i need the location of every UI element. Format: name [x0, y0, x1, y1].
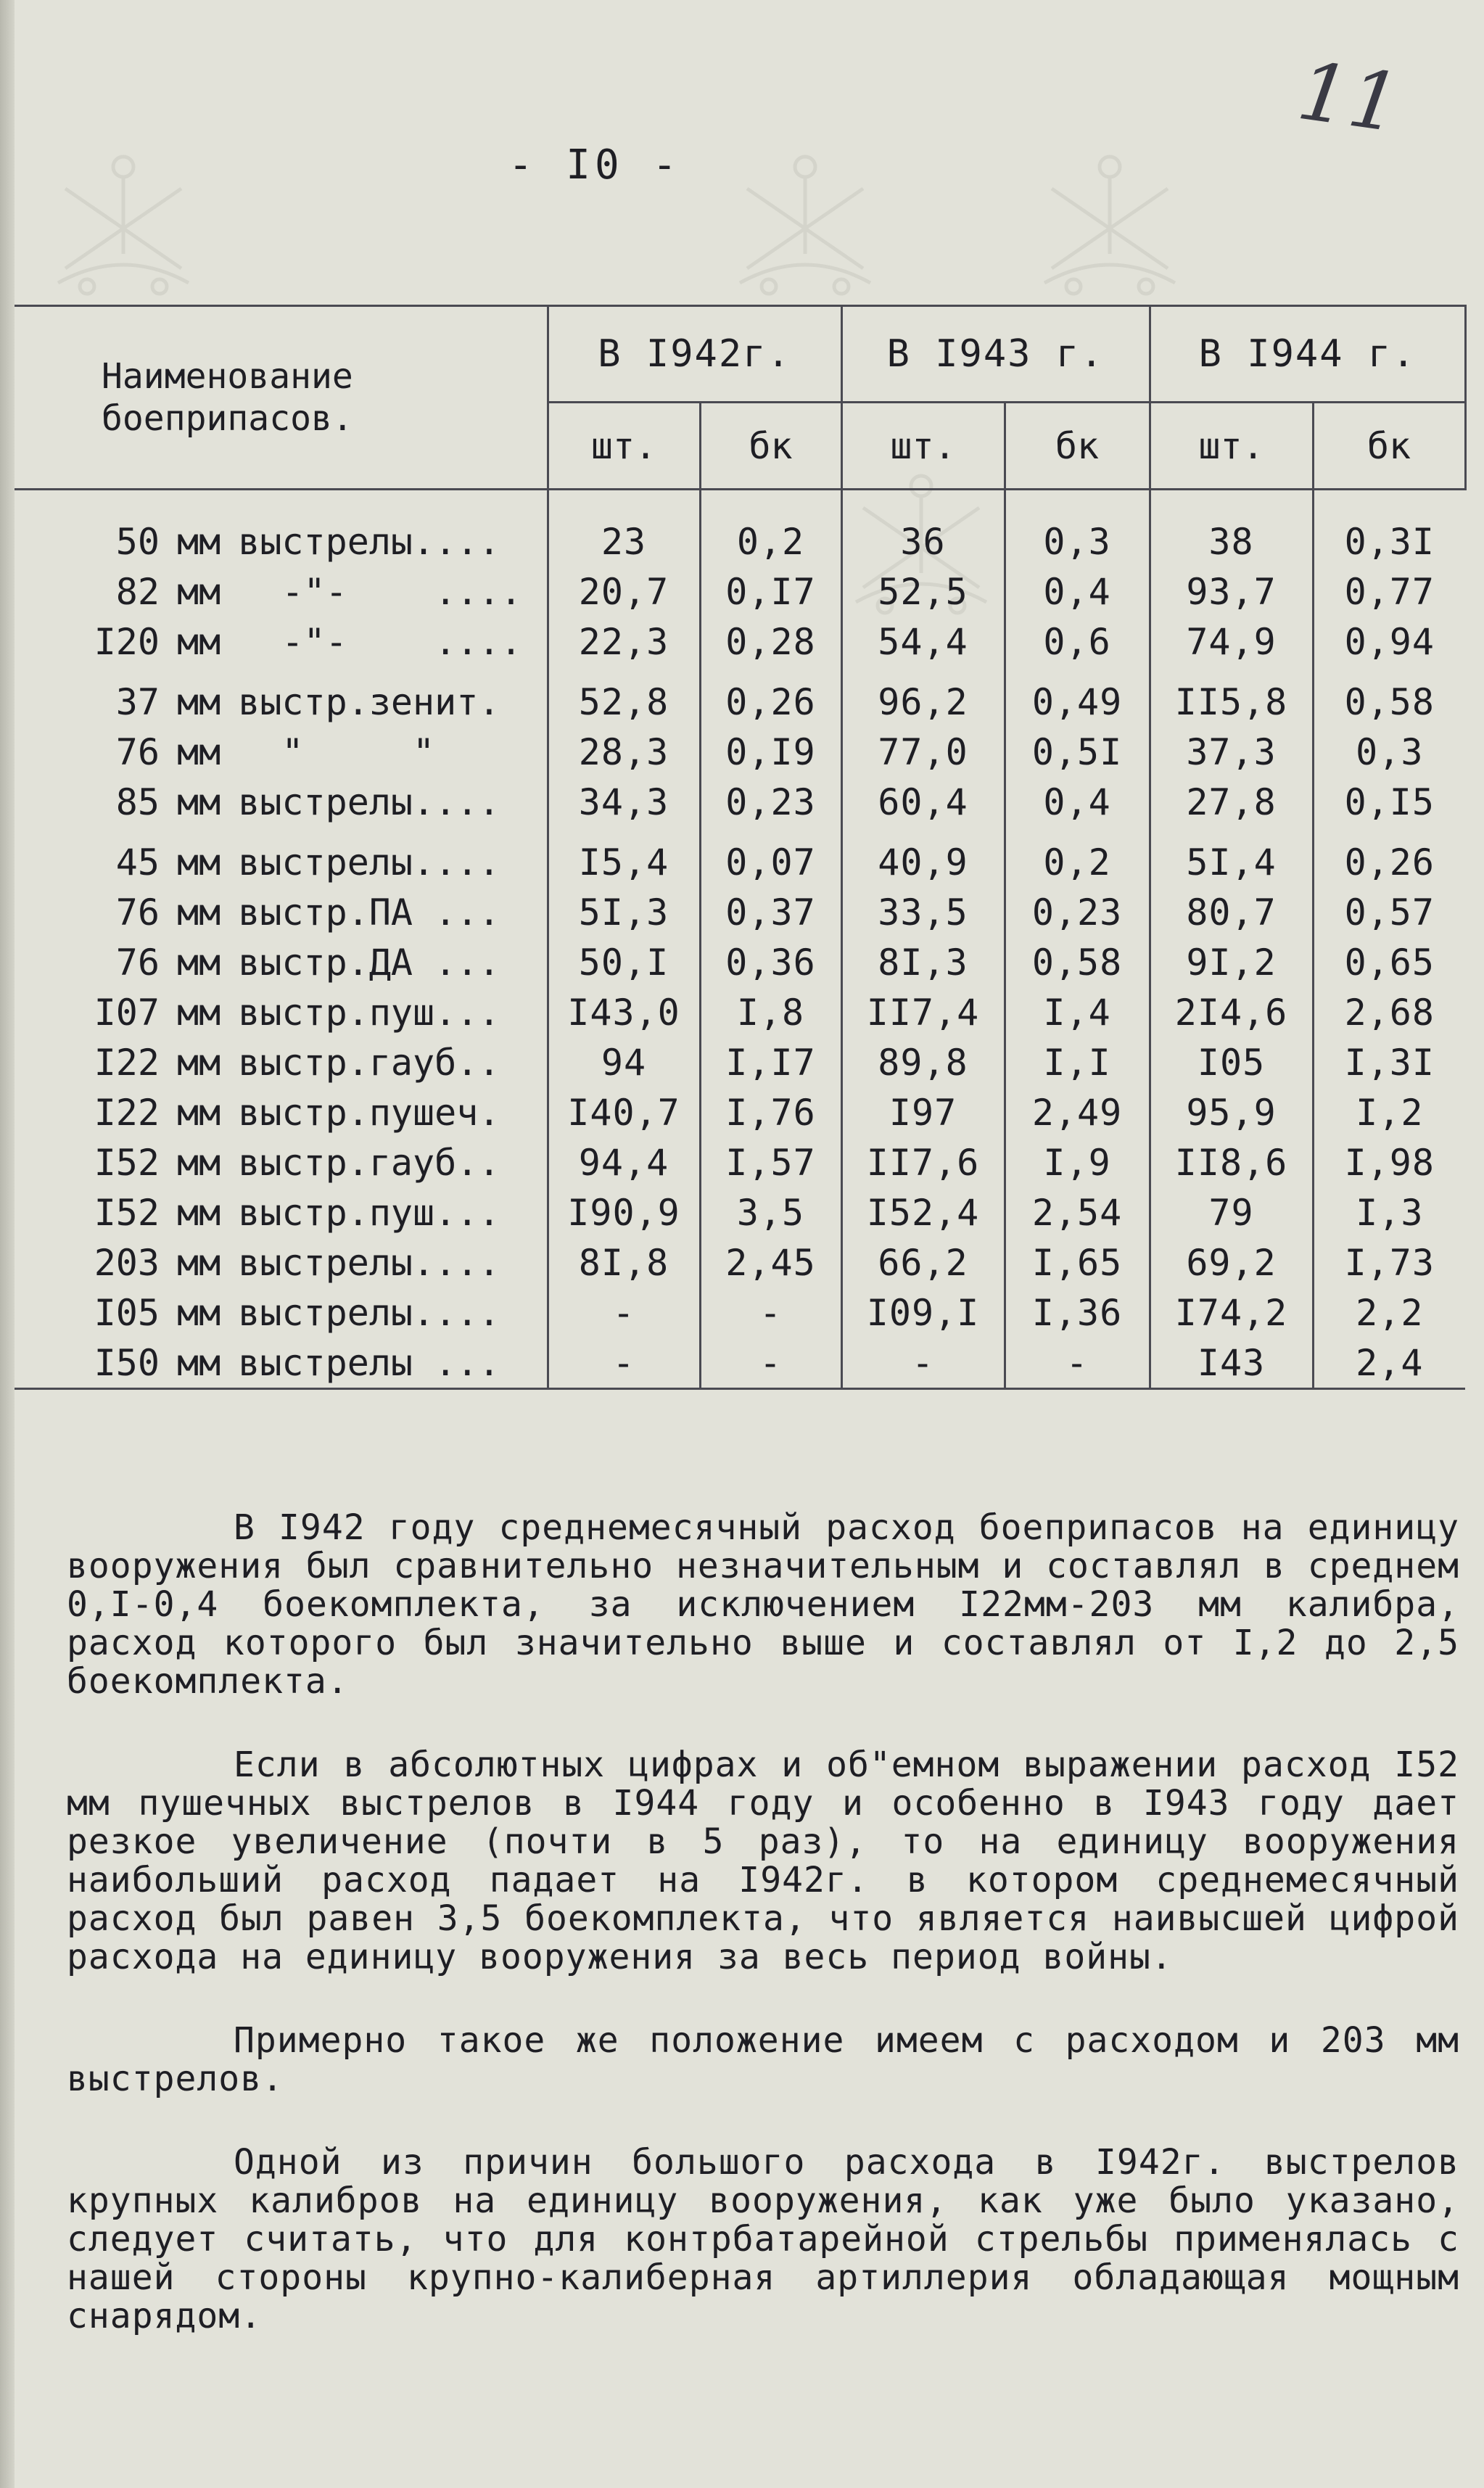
table-row	[15, 617, 1465, 667]
subheader-units: шт.	[1150, 403, 1313, 490]
units-value-cell: -	[548, 1288, 700, 1338]
table-row	[15, 667, 1465, 727]
ammo-sets-value-cell: 0,4	[1005, 567, 1150, 617]
units-value-cell: -	[548, 1338, 700, 1389]
ammunition-name-cell	[15, 1137, 548, 1187]
units-value-cell: II7,4	[841, 987, 1005, 1037]
ammo-sets-value-cell: 0,2	[700, 490, 841, 567]
ammunition-type: выстрелы....	[238, 841, 500, 883]
ammo-sets-value-cell: I,98	[1313, 1137, 1465, 1187]
ammo-sets-value-cell: 2,54	[1005, 1187, 1150, 1237]
ammo-sets-value-cell: 0,23	[1005, 887, 1150, 937]
ammo-sets-value-cell: 0,58	[1005, 937, 1150, 987]
ammo-sets-value-cell: 2,4	[1313, 1338, 1465, 1389]
table-bottom-rule	[15, 1389, 1465, 1405]
page-number: - I0 -	[508, 141, 682, 189]
ammo-sets-value-cell: 0,I5	[1313, 777, 1465, 827]
units-value-cell: 20,7	[548, 567, 700, 617]
units-value-cell: 5I,4	[1150, 827, 1313, 887]
units-value-cell: 34,3	[548, 777, 700, 827]
ammo-sets-value-cell: I,36	[1005, 1288, 1150, 1338]
ammo-sets-value-cell: 2,49	[1005, 1087, 1150, 1137]
caliber: I20	[94, 620, 160, 663]
units-value-cell: I43,0	[548, 987, 700, 1037]
units-value-cell: 2I4,6	[1150, 987, 1313, 1037]
ammo-sets-value-cell: 0,3I	[1313, 490, 1465, 567]
table-row	[15, 567, 1465, 617]
ammunition-type: выстр.пушеч.	[238, 1091, 500, 1134]
units-value-cell: 22,3	[548, 617, 700, 667]
ammunition-type: выстр.ПА ...	[238, 891, 500, 934]
units-value-cell: 54,4	[841, 617, 1005, 667]
ammo-sets-value-cell: I,76	[700, 1087, 841, 1137]
ammo-sets-value-cell: I,I	[1005, 1037, 1150, 1087]
ammo-sets-value-cell: 0,65	[1313, 937, 1465, 987]
ammunition-name-cell	[15, 490, 548, 567]
ammunition-consumption-table	[15, 305, 1467, 1404]
ammo-sets-value-cell: 0,49	[1005, 667, 1150, 727]
ammunition-name-cell	[15, 777, 548, 827]
ammo-sets-value-cell: I,8	[700, 987, 841, 1037]
ammunition-name-cell	[15, 1237, 548, 1288]
units-value-cell: 38	[1150, 490, 1313, 567]
ammo-sets-value-cell: -	[1005, 1338, 1150, 1389]
ammo-sets-value-cell: 0,I7	[700, 567, 841, 617]
header-ammunition-name	[15, 306, 548, 490]
ammo-sets-value-cell: 0,3	[1313, 727, 1465, 777]
units-value-cell: 94	[548, 1037, 700, 1087]
caliber-unit: мм	[177, 780, 221, 823]
units-value-cell: 77,0	[841, 727, 1005, 777]
units-value-cell: 94,4	[548, 1137, 700, 1187]
ammunition-name-cell	[15, 667, 548, 727]
units-value-cell: 69,2	[1150, 1237, 1313, 1288]
ammunition-type: выстр.ДА ...	[238, 941, 500, 984]
caliber-unit: мм	[177, 1191, 221, 1234]
table-row	[15, 1237, 1465, 1288]
caliber: I22	[94, 1091, 160, 1134]
ammo-sets-value-cell: 0,26	[700, 667, 841, 727]
caliber: 50	[115, 520, 160, 563]
ammunition-type: выстр.гауб..	[238, 1141, 500, 1184]
ammunition-name-cell	[15, 1338, 548, 1389]
ammo-sets-value-cell: 0,57	[1313, 887, 1465, 937]
ammo-sets-value-cell: 2,2	[1313, 1288, 1465, 1338]
table-row	[15, 1187, 1465, 1237]
ammo-sets-value-cell: I,9	[1005, 1137, 1150, 1187]
ammo-sets-value-cell: 0,36	[700, 937, 841, 987]
paragraph: Если в абсолютных цифрах и об"емном выражении расход I52 мм пушечных выстрелов в I944 году и особенно в I943 году дает резкое увеличение (почти в 5 раз), то на единицу вооружения наибольший расход падает на I942г. в котором среднемесячный расход был равен 3,5 боекомплекта, что является наивысшей цифрой расхода на единицу вооружения за весь период войны.	[67, 1745, 1459, 1977]
units-value-cell: 93,7	[1150, 567, 1313, 617]
ammunition-name-cell	[15, 617, 548, 667]
units-value-cell: 40,9	[841, 827, 1005, 887]
ammunition-type: выстр.гауб..	[238, 1041, 500, 1084]
ammunition-name-cell	[15, 567, 548, 617]
table-row	[15, 727, 1465, 777]
ammo-sets-value-cell: I,73	[1313, 1237, 1465, 1288]
ammo-sets-value-cell: 2,45	[700, 1237, 841, 1288]
units-value-cell: 8I,8	[548, 1237, 700, 1288]
units-value-cell: 50,I	[548, 937, 700, 987]
ammunition-type: выстрелы....	[238, 780, 500, 823]
units-value-cell: I74,2	[1150, 1288, 1313, 1338]
table-row	[15, 937, 1465, 987]
header-year-1942: В I942г.	[548, 306, 841, 403]
table-row	[15, 490, 1465, 567]
ammo-sets-value-cell: 0,23	[700, 777, 841, 827]
units-value-cell: 52,5	[841, 567, 1005, 617]
caliber-unit: мм	[177, 1291, 221, 1334]
header-ammunition-name-text: Наименование боеприпасов.	[102, 356, 353, 439]
caliber-unit: мм	[177, 620, 221, 663]
ammunition-name-cell	[15, 727, 548, 777]
ammunition-type: -"- ....	[238, 620, 522, 663]
ammo-sets-value-cell: 2,68	[1313, 987, 1465, 1037]
paragraph: Одной из причин большого расхода в I942г. выстрелов крупных калибров на единицу вооружения, как уже было указано, следует считать, что для контрбатарейной стрельбы применялась с нашей стороны крупно-калиберная артиллерия обладающая мощным снарядом.	[67, 2142, 1459, 2336]
units-value-cell: 74,9	[1150, 617, 1313, 667]
table-row	[15, 777, 1465, 827]
paragraph: В I942 году среднемесячный расход боеприпасов на единицу вооружения был сравнительно незначительным и составлял в среднем 0,I-0,4 боекомплекта, за исключением I22мм-203 мм калибра, расход которого был значительно выше и составлял от I,2 до 2,5 боекомплекта.	[67, 1507, 1459, 1702]
ammunition-name-cell	[15, 937, 548, 987]
units-value-cell: 52,8	[548, 667, 700, 727]
subheader-units: шт.	[841, 403, 1005, 490]
subheader-ammo-sets: бк	[1313, 403, 1465, 490]
subheader-units: шт.	[548, 403, 700, 490]
table-row	[15, 827, 1465, 887]
table-body	[15, 490, 1465, 1389]
page-left-edge	[0, 0, 15, 2488]
ammo-sets-value-cell: 3,5	[700, 1187, 841, 1237]
caliber: 76	[115, 941, 160, 984]
caliber-unit: мм	[177, 1091, 221, 1134]
units-value-cell: II7,6	[841, 1137, 1005, 1187]
units-value-cell: I90,9	[548, 1187, 700, 1237]
header-year-1944: В I944 г.	[1150, 306, 1465, 403]
table-row	[15, 887, 1465, 937]
ammunition-name-cell	[15, 1087, 548, 1137]
header-year-1943: В I943 г.	[841, 306, 1150, 403]
ammo-sets-value-cell: I,I7	[700, 1037, 841, 1087]
ammunition-type: выстрелы....	[238, 1291, 500, 1334]
ammo-sets-value-cell: -	[700, 1288, 841, 1338]
ammo-sets-value-cell: I,65	[1005, 1237, 1150, 1288]
caliber-unit: мм	[177, 680, 221, 723]
ammunition-name-cell	[15, 987, 548, 1037]
ammunition-name-cell	[15, 1288, 548, 1338]
caliber: 45	[115, 841, 160, 883]
ammunition-name-cell	[15, 827, 548, 887]
caliber-unit: мм	[177, 520, 221, 563]
ammo-sets-value-cell: 0,I9	[700, 727, 841, 777]
units-value-cell: 66,2	[841, 1237, 1005, 1288]
ammunition-name-cell	[15, 1187, 548, 1237]
ammo-sets-value-cell: 0,77	[1313, 567, 1465, 617]
caliber-unit: мм	[177, 1241, 221, 1284]
ammo-sets-value-cell: I,57	[700, 1137, 841, 1187]
caliber-unit: мм	[177, 991, 221, 1034]
ammo-sets-value-cell: 0,94	[1313, 617, 1465, 667]
ammo-sets-value-cell: 0,07	[700, 827, 841, 887]
units-value-cell: 33,5	[841, 887, 1005, 937]
units-value-cell: I40,7	[548, 1087, 700, 1137]
ammo-sets-value-cell: I,4	[1005, 987, 1150, 1037]
ammo-sets-value-cell: I,2	[1313, 1087, 1465, 1137]
units-value-cell: I05	[1150, 1037, 1313, 1087]
ammo-sets-value-cell: 0,3	[1005, 490, 1150, 567]
units-value-cell: II5,8	[1150, 667, 1313, 727]
table-row	[15, 1137, 1465, 1187]
ammunition-type: " "	[238, 730, 435, 773]
ammo-sets-value-cell: 0,58	[1313, 667, 1465, 727]
paragraph: Примерно такое же положение имеем с расходом и 203 мм выстрелов.	[67, 2020, 1459, 2099]
caliber: 82	[115, 570, 160, 613]
subheader-ammo-sets: бк	[700, 403, 841, 490]
units-value-cell: I43	[1150, 1338, 1313, 1389]
units-value-cell: 37,3	[1150, 727, 1313, 777]
units-value-cell: -	[841, 1338, 1005, 1389]
table-row	[15, 1087, 1465, 1137]
caliber: I05	[94, 1291, 160, 1334]
ammunition-name-cell	[15, 887, 548, 937]
table-row	[15, 1037, 1465, 1087]
units-value-cell: 79	[1150, 1187, 1313, 1237]
caliber: I52	[94, 1141, 160, 1184]
units-value-cell: 36	[841, 490, 1005, 567]
body-text	[67, 1509, 1459, 2381]
ammo-sets-value-cell: 0,2	[1005, 827, 1150, 887]
ammo-sets-value-cell: 0,5I	[1005, 727, 1150, 777]
caliber-unit: мм	[177, 1141, 221, 1184]
ammo-sets-value-cell: 0,26	[1313, 827, 1465, 887]
units-value-cell: II8,6	[1150, 1137, 1313, 1187]
caliber-unit: мм	[177, 841, 221, 883]
caliber-unit: мм	[177, 941, 221, 984]
units-value-cell: 80,7	[1150, 887, 1313, 937]
caliber: 37	[115, 680, 160, 723]
ammo-sets-value-cell: -	[700, 1338, 841, 1389]
units-value-cell: 8I,3	[841, 937, 1005, 987]
ammo-sets-value-cell: I,3	[1313, 1187, 1465, 1237]
units-value-cell: 89,8	[841, 1037, 1005, 1087]
units-value-cell: 95,9	[1150, 1087, 1313, 1137]
ammunition-type: выстрелы ...	[238, 1341, 500, 1384]
ammunition-type: выстрелы....	[238, 520, 500, 563]
ammunition-name-cell	[15, 1037, 548, 1087]
caliber-unit: мм	[177, 570, 221, 613]
ammunition-type: выстр.пуш...	[238, 1191, 500, 1234]
caliber-unit: мм	[177, 1341, 221, 1384]
caliber: I07	[94, 991, 160, 1034]
units-value-cell: 23	[548, 490, 700, 567]
ammunition-type: выстр.зенит.	[238, 680, 500, 723]
archive-sheet-number: 11	[1292, 44, 1406, 151]
caliber: 203	[94, 1241, 160, 1284]
units-value-cell: 96,2	[841, 667, 1005, 727]
caliber: I22	[94, 1041, 160, 1084]
table-row	[15, 1288, 1465, 1338]
ammo-sets-value-cell: I,3I	[1313, 1037, 1465, 1087]
units-value-cell: 27,8	[1150, 777, 1313, 827]
units-value-cell: 28,3	[548, 727, 700, 777]
caliber: I50	[94, 1341, 160, 1384]
caliber-unit: мм	[177, 730, 221, 773]
units-value-cell: I97	[841, 1087, 1005, 1137]
ammunition-type: выстрелы....	[238, 1241, 500, 1284]
ammo-sets-value-cell: 0,4	[1005, 777, 1150, 827]
ammo-sets-value-cell: 0,6	[1005, 617, 1150, 667]
units-value-cell: I09,I	[841, 1288, 1005, 1338]
ammunition-type: выстр.пуш...	[238, 991, 500, 1034]
ammunition-type: -"- ....	[238, 570, 522, 613]
ammo-sets-value-cell: 0,28	[700, 617, 841, 667]
caliber: 76	[115, 891, 160, 934]
units-value-cell: 9I,2	[1150, 937, 1313, 987]
ammo-sets-value-cell: 0,37	[700, 887, 841, 937]
caliber-unit: мм	[177, 1041, 221, 1084]
units-value-cell: I52,4	[841, 1187, 1005, 1237]
subheader-ammo-sets: бк	[1005, 403, 1150, 490]
table-row	[15, 987, 1465, 1037]
units-value-cell: 60,4	[841, 777, 1005, 827]
caliber: 85	[115, 780, 160, 823]
caliber: 76	[115, 730, 160, 773]
caliber-unit: мм	[177, 891, 221, 934]
caliber: I52	[94, 1191, 160, 1234]
units-value-cell: I5,4	[548, 827, 700, 887]
units-value-cell: 5I,3	[548, 887, 700, 937]
table-row	[15, 1338, 1465, 1389]
